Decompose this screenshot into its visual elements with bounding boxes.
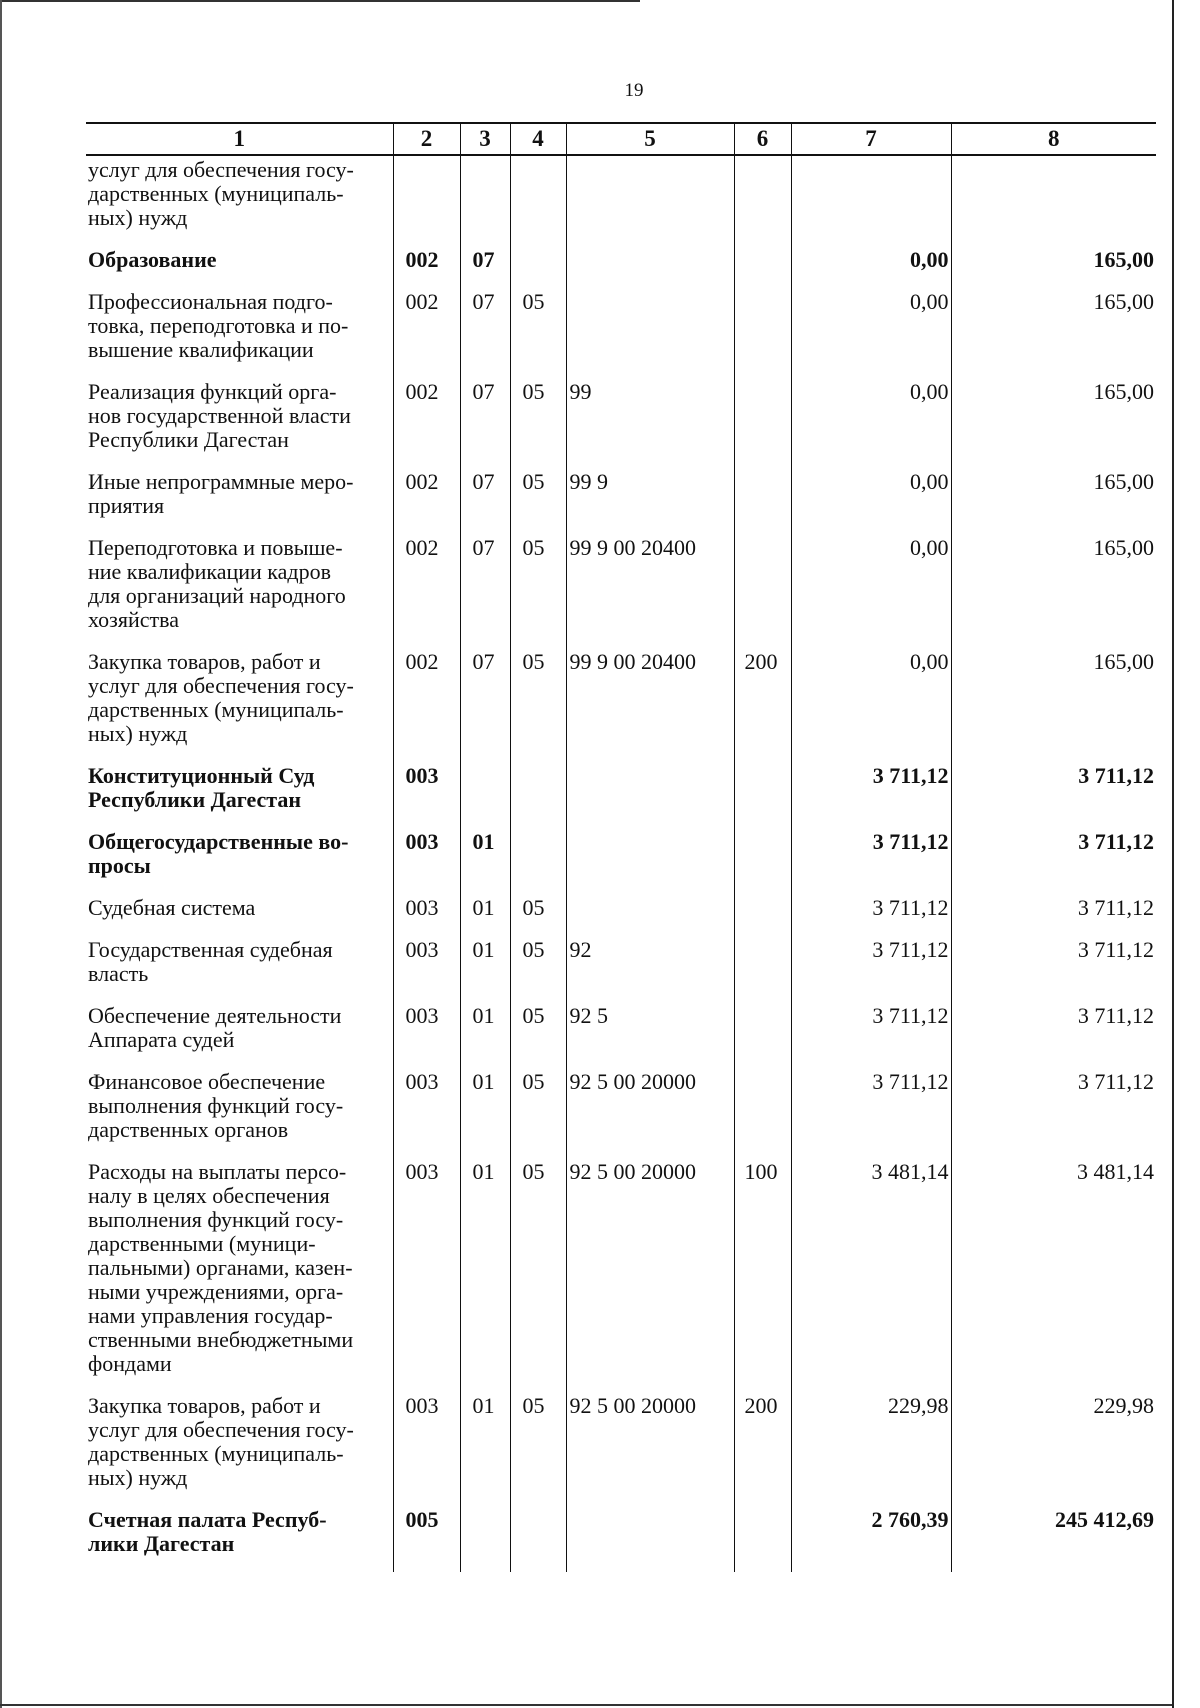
table-row: [86, 246, 1156, 288]
cell-ministry-code: 003: [393, 762, 460, 828]
cell-amount-col8: 245 412,69: [951, 1506, 1156, 1572]
cell-subsection: [510, 246, 566, 288]
column-header: 4: [510, 123, 566, 155]
cell-subsection: 05: [510, 1068, 566, 1158]
cell-subsection: 05: [510, 1392, 566, 1506]
cell-expense-type: [734, 378, 791, 468]
cell-section: 07: [460, 288, 510, 378]
cell-amount-col8: 3 711,12: [951, 936, 1156, 1002]
cell-section: [460, 762, 510, 828]
row-label: Переподготовка и повыше- ние квалификации кадров для организаций народного хозяйства: [88, 535, 346, 632]
budget-table: [86, 122, 1156, 1572]
column-header: 7: [791, 123, 951, 155]
cell-section: [460, 1506, 510, 1572]
page-number: 19: [624, 80, 644, 101]
cell-ministry-code: 002: [393, 378, 460, 468]
cell-target-article: 92: [566, 936, 734, 1002]
cell-amount-col8: 229,98: [951, 1392, 1156, 1506]
column-header: 6: [734, 123, 791, 155]
cell-amount-col7: 3 711,12: [791, 1002, 951, 1068]
cell-section: 07: [460, 648, 510, 762]
cell-subsection: 05: [510, 936, 566, 1002]
cell-amount-col7: 3 711,12: [791, 828, 951, 894]
cell-subsection: 05: [510, 468, 566, 534]
cell-target-article: 92 5 00 20000: [566, 1158, 734, 1392]
table-row: [86, 1002, 1156, 1068]
row-label: Профессиональная подго- товка, переподготовка и по- вышение квалификации: [88, 289, 349, 362]
row-label: Государственная судебная власть: [88, 937, 333, 986]
row-label: Закупка товаров, работ и услуг для обеспечения госу- дарственных (муниципаль- ных) нужд: [88, 1393, 354, 1490]
cell-ministry-code: 003: [393, 936, 460, 1002]
table-row: [86, 762, 1156, 828]
cell-amount-col8: 165,00: [951, 246, 1156, 288]
cell-subsection: 05: [510, 1158, 566, 1392]
cell-amount-col7: 3 711,12: [791, 936, 951, 1002]
table-header-row: [86, 123, 1156, 155]
cell-subsection: 05: [510, 648, 566, 762]
cell-target-article: [566, 762, 734, 828]
cell-amount-col8: 3 481,14: [951, 1158, 1156, 1392]
table-body: [86, 155, 1156, 1572]
cell-amount-col7: 0,00: [791, 288, 951, 378]
cell-subsection: 05: [510, 288, 566, 378]
cell-amount-col7: 0,00: [791, 468, 951, 534]
cell-amount-col8: 3 711,12: [951, 828, 1156, 894]
cell-ministry-code: [393, 155, 460, 246]
cell-target-article: [566, 1506, 734, 1572]
cell-amount-col8: 3 711,12: [951, 1068, 1156, 1158]
column-header: 8: [951, 123, 1156, 155]
table-row: [86, 468, 1156, 534]
cell-subsection: 05: [510, 1002, 566, 1068]
cell-ministry-code: 003: [393, 894, 460, 936]
cell-ministry-code: 003: [393, 1392, 460, 1506]
cell-amount-col8: 165,00: [951, 534, 1156, 648]
cell-section: 01: [460, 1002, 510, 1068]
cell-expense-type: [734, 936, 791, 1002]
cell-section: 01: [460, 936, 510, 1002]
cell-ministry-code: 002: [393, 648, 460, 762]
cell-section: 01: [460, 1068, 510, 1158]
table-row: [86, 828, 1156, 894]
row-label: Обеспечение деятельности Аппарата судей: [88, 1003, 342, 1052]
row-label: Иные непрограммные меро- приятия: [88, 469, 354, 518]
scan-edge-right: [1172, 0, 1174, 1708]
cell-amount-col8: 3 711,12: [951, 1002, 1156, 1068]
scan-edge-top: [0, 0, 640, 2]
row-label: Расходы на выплаты персо- налу в целях обеспечения выполнения функций госу- дарственными (муници- пальными) органами, казен- ными учреждениями, орга- нами управления государ- ственными внебюджетными фондами: [88, 1159, 354, 1376]
cell-expense-type: [734, 534, 791, 648]
cell-ministry-code: 003: [393, 1068, 460, 1158]
cell-target-article: 92 5: [566, 1002, 734, 1068]
cell-expense-type: [734, 155, 791, 246]
cell-section: 07: [460, 246, 510, 288]
cell-expense-type: [734, 894, 791, 936]
cell-ministry-code: 003: [393, 1158, 460, 1392]
cell-amount-col7: 0,00: [791, 378, 951, 468]
cell-subsection: 05: [510, 894, 566, 936]
cell-target-article: 99 9 00 20400: [566, 534, 734, 648]
table-row: [86, 1158, 1156, 1392]
cell-target-article: [566, 828, 734, 894]
cell-expense-type: [734, 1002, 791, 1068]
table-row: [86, 155, 1156, 246]
table-row: [86, 1506, 1156, 1572]
row-label: Финансовое обеспечение выполнения функций госу- дарственных органов: [88, 1069, 344, 1142]
cell-amount-col8: 165,00: [951, 468, 1156, 534]
cell-target-article: [566, 894, 734, 936]
cell-amount-col7: 3 711,12: [791, 762, 951, 828]
cell-amount-col7: 3 711,12: [791, 1068, 951, 1158]
cell-target-article: [566, 246, 734, 288]
cell-amount-col8: 165,00: [951, 378, 1156, 468]
cell-section: 07: [460, 378, 510, 468]
cell-target-article: 92 5 00 20000: [566, 1392, 734, 1506]
cell-amount-col7: 2 760,39: [791, 1506, 951, 1572]
cell-amount-col8: [951, 155, 1156, 246]
cell-ministry-code: 002: [393, 534, 460, 648]
cell-amount-col7: 0,00: [791, 648, 951, 762]
cell-ministry-code: 002: [393, 288, 460, 378]
row-label: Общегосударственные во- просы: [88, 829, 349, 878]
column-header: 1: [86, 123, 393, 155]
column-header: 5: [566, 123, 734, 155]
cell-target-article: 99: [566, 378, 734, 468]
cell-expense-type: 200: [734, 648, 791, 762]
cell-expense-type: [734, 288, 791, 378]
cell-target-article: 99 9: [566, 468, 734, 534]
cell-ministry-code: 002: [393, 468, 460, 534]
cell-section: 01: [460, 1158, 510, 1392]
table-row: [86, 1392, 1156, 1506]
scan-edge-left: [0, 0, 2, 1708]
cell-amount-col8: 165,00: [951, 288, 1156, 378]
cell-amount-col7: 229,98: [791, 1392, 951, 1506]
table-row: [86, 534, 1156, 648]
cell-amount-col7: 0,00: [791, 534, 951, 648]
cell-amount-col8: 165,00: [951, 648, 1156, 762]
cell-ministry-code: 002: [393, 246, 460, 288]
table-row: [86, 288, 1156, 378]
cell-target-article: [566, 288, 734, 378]
cell-expense-type: [734, 246, 791, 288]
cell-subsection: [510, 762, 566, 828]
column-header: 3: [460, 123, 510, 155]
table-row: [86, 936, 1156, 1002]
cell-expense-type: [734, 1506, 791, 1572]
cell-subsection: [510, 1506, 566, 1572]
cell-section: 01: [460, 828, 510, 894]
cell-ministry-code: 005: [393, 1506, 460, 1572]
row-label: Образование: [88, 247, 217, 272]
row-label: Закупка товаров, работ и услуг для обеспечения госу- дарственных (муниципаль- ных) нужд: [88, 649, 354, 746]
cell-expense-type: [734, 1068, 791, 1158]
cell-amount-col8: 3 711,12: [951, 762, 1156, 828]
cell-expense-type: 200: [734, 1392, 791, 1506]
cell-amount-col7: 3 481,14: [791, 1158, 951, 1392]
table-row: [86, 1068, 1156, 1158]
cell-amount-col7: [791, 155, 951, 246]
cell-section: 07: [460, 534, 510, 648]
cell-section: 01: [460, 894, 510, 936]
cell-expense-type: [734, 762, 791, 828]
column-header: 2: [393, 123, 460, 155]
cell-subsection: [510, 828, 566, 894]
cell-target-article: [566, 155, 734, 246]
cell-section: 01: [460, 1392, 510, 1506]
cell-amount-col7: 3 711,12: [791, 894, 951, 936]
cell-section: 07: [460, 468, 510, 534]
row-label: Судебная система: [88, 895, 256, 920]
cell-subsection: 05: [510, 378, 566, 468]
row-label: Конституционный Суд Республики Дагестан: [88, 763, 315, 812]
cell-subsection: [510, 155, 566, 246]
row-label: Счетная палата Респуб- лики Дагестан: [88, 1507, 327, 1556]
cell-expense-type: [734, 468, 791, 534]
cell-ministry-code: 003: [393, 828, 460, 894]
cell-target-article: 99 9 00 20400: [566, 648, 734, 762]
table-row: [86, 378, 1156, 468]
row-label: услуг для обеспечения госу- дарственных (муниципаль- ных) нужд: [88, 157, 354, 230]
cell-target-article: 92 5 00 20000: [566, 1068, 734, 1158]
cell-subsection: 05: [510, 534, 566, 648]
row-label: Реализация функций орга- нов государственной власти Республики Дагестан: [88, 379, 351, 452]
scan-edge-bottom: [0, 1704, 1172, 1706]
table-row: [86, 894, 1156, 936]
cell-expense-type: [734, 828, 791, 894]
cell-expense-type: 100: [734, 1158, 791, 1392]
cell-amount-col8: 3 711,12: [951, 894, 1156, 936]
table-row: [86, 648, 1156, 762]
cell-ministry-code: 003: [393, 1002, 460, 1068]
cell-amount-col7: 0,00: [791, 246, 951, 288]
cell-section: [460, 155, 510, 246]
